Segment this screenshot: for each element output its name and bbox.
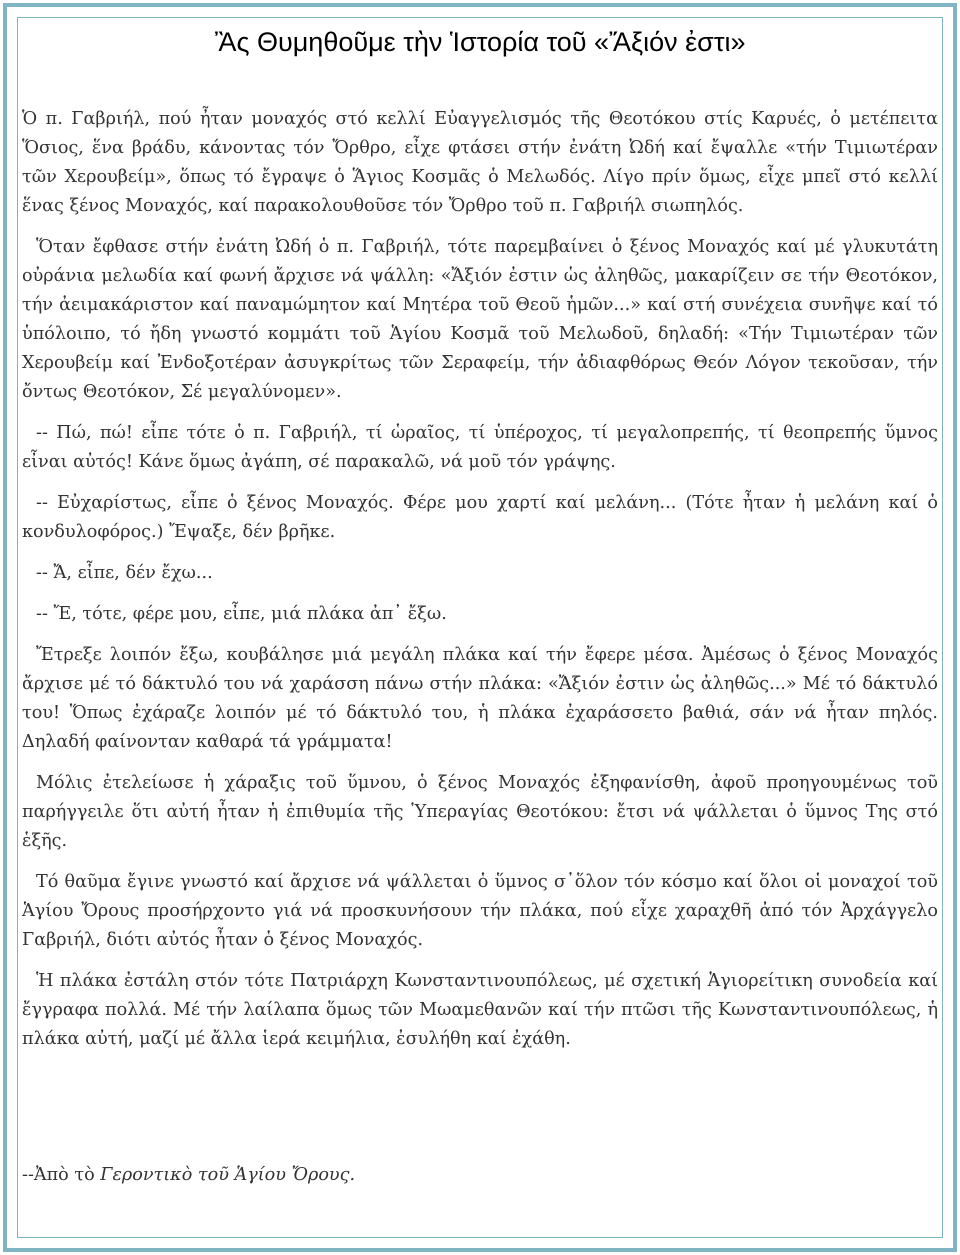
source-citation (22, 1165, 355, 1185)
paragraph-10: Ἡ πλάκα ἐστάλη στόν τότε Πατριάρχη Κωνσταντινουπόλεως, μέ σχετική Ἁγιορείτικη συνοδεία καί ἔγγραφα πολλά. Μέ τήν λαίλαπα ὅμως τῶν Μωαμεθανῶν καί τήν πτῶσι τῆς Κωνσταντινουπόλεως, ἡ πλάκα αὐτή, μαζί μέ ἄλλα ἱερά κειμήλια, ἐσυλήθη καί ἐχάθη. (22, 971, 938, 1049)
paragraph-4: -- Εὐχαρίστως, εἶπε ὁ ξένος Μοναχός. Φέρε μου χαρτί καί μελάνη... (Τότε ἦταν ἡ μελάνη καί ὁ κονδυλοφόρος.) Ἔψαξε, δέν βρῆκε. (22, 493, 938, 542)
paragraph-2: Ὅταν ἔφθασε στήν ἐνάτη Ὠδή ὁ π. Γαβριήλ, τότε παρεμβαίνει ὁ ξένος Μοναχός καί μέ γλυκυτάτη οὐράνια μελωδία καί φωνή ἄρχισε νά ψάλλη: «Ἄξιόν ἐστιν ὡς ἀληθῶς, μακαρίζειν σε τήν Θεοτόκον, τήν ἀειμακάριστον καί παναμώμητον καί Μητέρα τοῦ Θεοῦ ἡμῶν...» καί στή συνέχεια συνῆψε καί τό ὑπόλοιπο, τό ἤδη γνωστό κομμάτι τοῦ Ἁγίου Κοσμᾶ τοῦ Μελωδοῦ, δηλαδή: «Τήν Τιμιωτέραν τῶν Χερουβείμ καί Ἐνδοξοτέραν ἀσυγκρίτως τῶν Σεραφείμ, τήν ἀδιαφθόρως Θεόν Λόγον τεκοῦσαν, τήν ὄντως Θεοτόκον, Σέ μεγαλύνομεν». (22, 237, 938, 402)
paragraph-3: -- Πώ, πώ! εἶπε τότε ὁ π. Γαβριήλ, τί ὡραῖος, τί ὑπέροχος, τί μεγαλοπρεπής, τί θεοπρεπής ὕμνος εἶναι αὐτός! Κάνε ὅμως ἀγάπη, σέ παρακαλῶ, νά μοῦ τόν γράψης. (22, 423, 938, 472)
source-prefix: --Ἀπὸ τὸ (22, 1165, 101, 1185)
paragraph-9: Τό θαῦμα ἔγινε γνωστό καί ἄρχισε νά ψάλλεται ὁ ὕμνος σ᾽ὅλον τόν κόσμο καί ὅλοι οἱ μοναχοί τοῦ Ἁγίου Ὄρους προσήρχοντο γιά νά προσκυνήσουν τήν πλάκα, πού εἶχε χαραχθῆ ἀπό τόν Ἀρχάγγελο Γαβριήλ, διότι αὐτός ἦταν ὁ ξένος Μοναχός. (22, 872, 938, 950)
article-body (22, 105, 938, 1066)
paragraph-7: Ἔτρεξε λοιπόν ἔξω, κουβάλησε μιά μεγάλη πλάκα καί τήν ἔφερε μέσα. Ἀμέσως ὁ ξένος Μοναχός ἄρχισε μέ τό δάκτυλό του νά χαράσση πάνω στήν πλάκα: «Ἄξιόν ἐστιν ὡς ἀληθῶς...» Μέ τό δάκτυλό του! Ὅπως ἐχάραζε λοιπόν μέ τό δάκτυλό του, ἡ πλάκα ἐχαράσσετο βαθιά, σάν νά ἦταν πηλός. Δηλαδή φαίνονταν καθαρά τά γράμματα! (22, 645, 938, 752)
paragraph-6: -- Ἔ, τότε, φέρε μου, εἶπε, μιά πλάκα ἀπ᾽ ἔξω. (36, 604, 447, 624)
paragraph-5: -- Ἄ, εἶπε, δέν ἔχω... (36, 563, 213, 583)
source-book-title: Γεροντικὸ τοῦ Ἁγίου Ὄρους. (100, 1165, 356, 1185)
paragraph-8: Μόλις ἐτελείωσε ἡ χάραξις τοῦ ὕμνου, ὁ ξένος Μοναχός ἐξηφανίσθη, ἀφοῦ προηγουμένως τοῦ παρήγγειλε ὅτι αὐτή ἦταν ἡ ἐπιθυμία τῆς Ὑπεραγίας Θεοτόκου: ἔτσι νά ψάλλεται ὁ ὕμνος Της στό ἑξῆς. (22, 773, 938, 851)
page-title: Ἂς Θυμηθοῦμε τὴν Ἱστορία τοῦ «Ἄξιόν ἐστι» (214, 27, 746, 57)
paragraph-1: Ὁ π. Γαβριήλ, πού ἦταν μοναχός στό κελλί Εὐαγγελισμός τῆς Θεοτόκου στίς Καρυές, ὁ μετέπειτα Ὅσιος, ἕνα βράδυ, κάνοντας τόν Ὄρθρο, εἶχε φτάσει στήν ἐνάτη Ὠδή καί ἔψαλλε «τήν Τιμιωτέραν τῶν Χερουβείμ», ὅπως τό ἔγραψε ὁ Ἅγιος Κοσμᾶς ὁ Μελωδός. Λίγο πρίν ὅμως, εἶχε μπεῖ στό κελλί ἕνας ξένος Μοναχός, καί παρακολουθοῦσε τόν Ὄρθρο τοῦ π. Γαβριήλ σιωπηλός. (22, 109, 938, 216)
